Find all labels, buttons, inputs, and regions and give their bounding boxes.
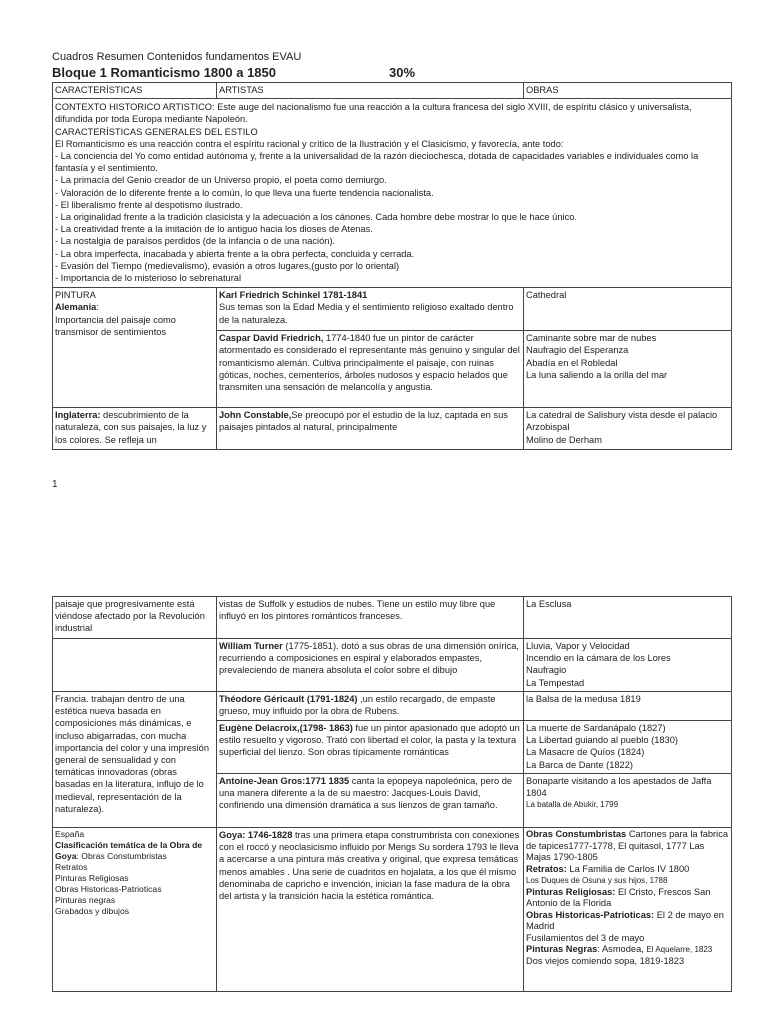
document-title [52, 65, 416, 80]
work-item: Lluvia, Vapor y Velocidad [526, 641, 630, 651]
works-schinkel [524, 288, 732, 331]
works-retratos [526, 864, 729, 876]
col-header-artistas: ARTISTAS [217, 83, 524, 99]
classification-rest: : Obras Constumbristas [76, 851, 167, 861]
context-line: CARACTERÍSTICAS GENERALES DEL ESTILO [55, 126, 258, 137]
classification-label: Clasificación temática de la Obra de Goya [55, 840, 203, 861]
artist-friedrich [217, 331, 524, 408]
england-cell [53, 408, 217, 450]
goya-classification [55, 840, 214, 862]
text: Cartones para la fabrica de tapices1777-1778, El quitasol, 1777 Las Majas 1790-1805 [526, 829, 729, 862]
england-desc: descubrimiento de la naturaleza, con sus paisajes, la luz y los colores. Se refleja un [55, 410, 207, 445]
label: Obras Constumbristas [526, 829, 627, 839]
england-empty-cell [53, 639, 217, 692]
summary-table-top [52, 82, 732, 450]
artist-name: John Constable, [219, 410, 292, 421]
work-item: Naufragio [526, 665, 567, 676]
label: Obras Historicas-Patrioticas: [526, 909, 655, 920]
context-line: El Romanticismo es una reacción contra el espíritu racional y crítico de la Ilustración y el Clasicismo, y favorecía, ante todo: [55, 138, 564, 149]
context-cell [53, 99, 732, 288]
artist-text: (1775-1851). dotó a sus obras de una dimensión onírica, recurriendo a composiciones en espiral y elaborados empastes, prevaleciendo de manera absoluta el color sobre el dibujo [219, 641, 519, 676]
country-line: Alemania: [55, 302, 99, 313]
artist-name: William Turner [219, 641, 283, 651]
schinkel-row [53, 288, 732, 331]
title-percent: 30% [389, 65, 416, 80]
category-item: Retratos [55, 862, 88, 872]
context-line: - Evasión del Tiempo (medievalismo), evasión a otros lugares,(gusto por lo oriental) [55, 260, 400, 271]
france-cell: Francia. trabajan dentro de una estética nueva basada en composiciones más dinámicas, e incluso abigarradas, con mucha importancia del color y una impresión general de sensualidad y con temáticas innovadoras (obras basadas en la literatura, influjo de lo medieval, representación de la naturaleza). [53, 692, 217, 828]
work-item: Fusilamientos del 3 de mayo [526, 932, 645, 943]
category-item: Obras Historicas-Patrioticas [55, 884, 162, 894]
artist-text: Se preocupó por el estudio de la luz, captada en sus paisajes pintados al natural, principalmente [219, 410, 508, 433]
country-germany: Alemania [55, 302, 97, 313]
page-number: 1 [52, 479, 58, 490]
context-row [53, 99, 732, 288]
germany-cell [53, 288, 217, 408]
artist-name: Eugène Delacroix,(1798- 1863) [219, 723, 353, 733]
artist-gros [217, 774, 524, 828]
works-turner [524, 639, 732, 692]
table-header-row [53, 83, 732, 99]
work-item: Los Duques de Osuna y sus hijos, 1788 [526, 876, 668, 885]
artist-text: canta la epopeya napoleónica, pero de una manera diferente a la de su maestro: Jacques-Louis David, confiriendo una dimensión dramática a sus lienzos de gran tamaño. [219, 776, 513, 811]
work-item: la Balsa de la medusa 1819 [526, 694, 641, 704]
works-gericault [524, 692, 732, 721]
section-label: PINTURA [55, 290, 96, 301]
works-constable-cont [524, 597, 732, 639]
context-line: - La originalidad frente a la tradición clasicista y la adecuación a los cánones. Cada hombre debe mostrar lo que le hace único. [55, 212, 577, 223]
artist-gericault [217, 692, 524, 721]
artist-goya [217, 828, 524, 992]
context-line: - Valoración de lo diferente frente a lo común, lo que lleva una fuerte tendencia nacionalista. [55, 187, 434, 198]
context-line: - Importancia de lo misterioso lo sebrenatural [55, 273, 242, 284]
work-item: La Libertad guiando al pueblo (1830) [526, 735, 678, 746]
work-item: Cathedral [526, 290, 567, 301]
artist-dates: :1771 1835 [302, 776, 350, 786]
works-goya [524, 828, 732, 992]
work-item: La Tempestad [526, 677, 585, 688]
summary-table-bottom [52, 596, 732, 992]
works-historicas [526, 910, 729, 933]
text: El 2 de mayo en Madrid [526, 909, 724, 931]
category-item: Pinturas Religiosas [55, 873, 129, 883]
label: Pinturas Negras [526, 944, 598, 954]
context-line: - El liberalismo frente al despotismo ilustrado. [55, 199, 243, 210]
works-delacroix [524, 721, 732, 774]
work-item: La muerte de Sardanápalo (1827) [526, 723, 666, 733]
work-item: La Masacre de Quíos (1824) [526, 747, 645, 758]
work-item: Caminante sobre mar de nubes [526, 333, 657, 344]
artist-name: Karl Friedrich Schinkel 1781-1841 [219, 290, 368, 301]
context-line: - La conciencia del Yo como entidad autónoma y, frente a la universalidad de la razón dieciochesca, dotada de capacidades variables e individuales como la fantasía y el sentimiento. [55, 151, 699, 174]
label: Pinturas Religiosas: [526, 886, 616, 897]
artist-schinkel [217, 288, 524, 331]
work-item: La catedral de Salisbury vista desde el palacio Arzobispal [526, 410, 718, 433]
works-negras [526, 944, 729, 956]
text: La Familia de Carlos IV 1800 [566, 863, 690, 874]
work-item: La Barca de Dante (1822) [526, 759, 633, 770]
artist-constable-cont: vistas de Suffolk y estudios de nubes. Tiene un estilo muy libre que influyó en los pintores románticos franceses. [217, 597, 524, 639]
artist-delacroix [217, 721, 524, 774]
gericault-row [53, 692, 732, 721]
artist-name: Caspar David Friedrich, [219, 333, 324, 344]
artist-name: Antoine-Jean Gros [219, 776, 303, 786]
work-item: La Esclusa [526, 599, 572, 609]
work-item: Molino de Derham [526, 434, 602, 445]
work-item: Incendio en la cámara de los Lores [526, 653, 671, 664]
title-text: Bloque 1 Romanticismo 1800 a 1850 [52, 65, 276, 80]
works-religiosas [526, 887, 729, 910]
germany-desc: Importancia del paisaje como transmisor de sentimientos [55, 314, 176, 337]
works-friedrich [524, 331, 732, 408]
constable-row [53, 408, 732, 450]
works-constable [524, 408, 732, 450]
col-header-caracteristicas: CARACTERÍSTICAS [53, 83, 217, 99]
artist-constable [217, 408, 524, 450]
col-header-obras: OBRAS [524, 83, 732, 99]
category-item: Grabados y dibujos [55, 906, 130, 916]
artist-name: Goya: 1746-1828 [219, 830, 293, 840]
work-item: Naufragio del Esperanza [526, 345, 629, 356]
text: El Aquelarre, 1823 [646, 945, 713, 954]
artist-text: fue un pintor apasionado que adoptó un estilo resuelto y vigoroso. Trató con libertad el color, la pasta y la textura superficial del lienzo. Son obras típicamente románticas [219, 723, 520, 758]
context-line: - La creatividad frente a la imitación de lo antiguo hacia los dioses de Atenas. [55, 224, 373, 235]
spain-cell [53, 828, 217, 992]
label: Retratos: [526, 863, 567, 874]
works-costumbristas [526, 829, 729, 864]
work-item: Dos viejos comiendo sopa, 1819-1823 [526, 955, 685, 966]
text: : Asmodea, [597, 944, 647, 954]
artist-text: tras una primera etapa construmbrista con conexiones con el roccó y neoclasicismo influido por Mengs Su sordera 1793 le lleva a acercarse a una pintura más creativa y original, que expresa temáticas menos amables . Una serie de cuadritos en hojalata, a los que él mismo denominaba de capricho e invención, inician la fase madura de la obra del artista y la transición hacia la estética romántica. [219, 830, 520, 902]
artist-name: Théodore Géricault (1791-1824) [219, 694, 358, 704]
work-item: La luna saliendo a la orilla del mar [526, 369, 668, 380]
constable-cont-row [53, 597, 732, 639]
artist-turner [217, 639, 524, 692]
work-item: La batalla de Abukir, 1799 [526, 800, 619, 810]
goya-row [53, 828, 732, 992]
artist-text: 1774-1840 fue un pintor de carácter atormentado es considerado el representante más genuino y singular del romanticismo alemán. Cultiva principalmente el paisaje, con ruinas góticas, noches, cementerios, árboles nudosos y espacio helados que transmiten una sensación de melancolía y angustia. [219, 333, 520, 393]
works-gros [524, 774, 732, 828]
artist-text: ,un estilo recargado, de empaste grueso, muy influido por la obra de Rubens. [219, 694, 496, 717]
country-england: Inglaterra: [55, 410, 101, 421]
artist-text: Sus temas son la Edad Media y el sentimiento religioso exaltado dentro de la naturaleza. [219, 302, 514, 325]
text: El Cristo, Frescos San Antonio de la Florida [526, 886, 711, 908]
country-spain: España [55, 829, 85, 839]
category-item: Pinturas negras [55, 895, 116, 905]
turner-row [53, 639, 732, 692]
context-line: CONTEXTO HISTORICO ARTISTICO: Este auge del nacionalismo fue una reacción a la cultura francesa del siglo XVIII, de espíritu clásico y universalista, difundida por toda Europa mediante Napoleón. [55, 102, 692, 125]
context-line: - La obra imperfecta, inacabada y abierta frente a la obra perfecta, concluida y cerrada. [55, 248, 415, 259]
context-line: - La nostalgia de paraísos perdidos (de la infancia o de una nación). [55, 236, 336, 247]
work-item: Bonaparte visitando a los apestados de Jaffa 1804 [526, 776, 712, 799]
england-cell-cont: paisaje que progresivamente está viéndose afectado por la Revolución industrial [53, 597, 217, 639]
context-line: - La primacía del Genio creador de un Universo propio, el poeta como demiurgo. [55, 175, 387, 186]
work-item: Abadía en el Robledal [526, 357, 618, 368]
document-subtitle: Cuadros Resumen Contenidos fundamentos EVAU [52, 51, 302, 63]
